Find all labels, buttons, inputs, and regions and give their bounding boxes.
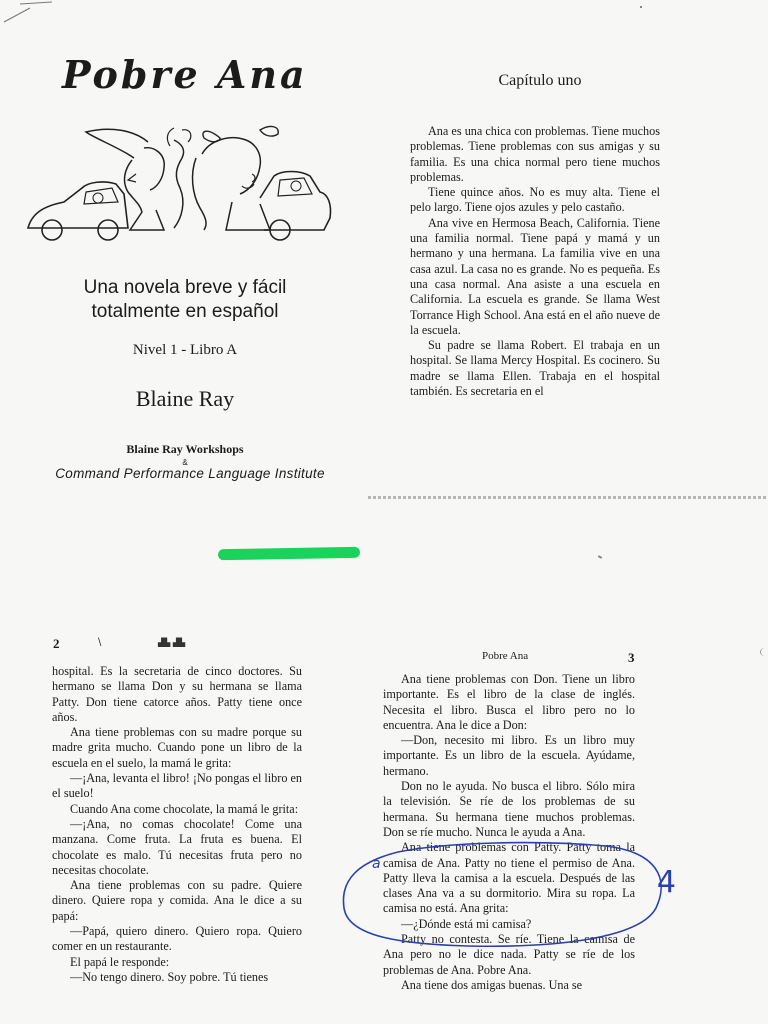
corner-pencil-mark (0, 0, 60, 30)
page3-paragraph: Ana tiene problemas con Patty. Patty toma la camisa de Ana. Patty no tiene el permiso de Ana. Patty lleva la camisa a la escuela. Después de las clases Ana va a su dormitorio. Mira su ropa. La camisa no está. Ana grita: (383, 840, 635, 916)
page2-paragraph: Cuando Ana come chocolate, la mamá le grita: (70, 801, 299, 816)
chapter-paragraph: Su padre se llama Robert. El trabaja en un hospital. Se llama Mercy Hospital. Es cocinero. Su madre se llama Ellen. Trabaja en el hospital también. Es secretaria en el (410, 338, 660, 399)
page3-paragraph: —¿Dónde está mi camisa? (401, 916, 532, 931)
handwritten-annotation (338, 838, 678, 958)
publisher-logo-icon: ▟▙ ▟▙ (158, 638, 186, 647)
book-title: Pobre Ana (62, 52, 308, 97)
page2-paragraph: El papá le responde: (70, 954, 170, 969)
page-number-3: 3 (628, 650, 635, 665)
subtitle-line-1: Una novela breve y fácil (83, 277, 287, 298)
author-name: Blaine Ray (135, 386, 235, 411)
scan-speck (760, 648, 768, 656)
publisher-ampersand: & (182, 458, 188, 467)
page-2-text (52, 664, 302, 985)
annotation-circle-mark: a (372, 856, 381, 872)
page2-paragraph: hospital. Es la secretaria de cinco doctores. Su hermano se llama Don y su hermana se llama Patty. Don tiene catorce años. Patty tiene once años. (52, 664, 302, 724)
page2-paragraph: —Papá, quiero dinero. Quiero ropa. Quiero comer en un restaurante. (52, 924, 302, 954)
page3-paragraph: Ana tiene dos amigas buenas. Una se (401, 977, 583, 992)
page3-paragraph: —Don, necesito mi libro. Es un libro muy importante. Es un libro de la escuela. Ayúdame, hermano. (383, 733, 635, 778)
page2-paragraph: —¡Ana, levanta el libro! ¡No pongas el libro en el suelo! (52, 771, 302, 801)
chapter-one-text (410, 124, 660, 399)
scan-speck (640, 6, 642, 8)
chapter-paragraph: Ana es una chica con problemas. Tiene muchos problemas. Tiene problemas con sus amigas y su familia. Es una chica normal pero tiene muchos problemas. (410, 124, 660, 184)
chapter-heading: Capítulo uno (498, 72, 582, 89)
subtitle-line-2: totalmente en español (91, 301, 279, 322)
page-number-2: 2 (53, 636, 60, 651)
page2-paragraph: —¡Ana, no comas chocolate! Come una manzana. Come fruta. La fruta es buena. El chocolate es malo. Tú necesitas fruta pero no necesitas chocolate. (52, 816, 302, 877)
running-head: Pobre Ana (482, 650, 529, 662)
scan-divider (368, 496, 768, 499)
page3-paragraph: Patty no contesta. Se ríe. Tiene la camisa de Ana pero no le dice nada. Patty se ríe de los problemas de Ana. Pobre Ana. (383, 932, 635, 977)
scan-speck (598, 555, 602, 559)
page2-paragraph: Ana tiene problemas con su padre. Quiere dinero. Quiere ropa y comida. Ana le dice a su papá: (52, 878, 302, 923)
page2-paragraph: Ana tiene problemas con su madre porque su madre grita mucho. Cuando pone un libro de la escuela en el suelo, la mamá le grita: (52, 725, 302, 770)
chapter-paragraph: Tiene quince años. No es muy alta. Tiene el pelo largo. Tiene ojos azules y pelo castaño. (410, 185, 660, 215)
page2-paragraph: —No tengo dinero. Soy pobre. Tú tienes (70, 969, 269, 984)
page3-paragraph: Don no le ayuda. No busca el libro. Sólo mira la televisión. Se ríe de los problemas de su hermana. Su hermana tiene muchos problemas. Don se ríe mucho. Nunca le ayuda a Ana. (383, 779, 635, 839)
cover-illustration (24, 118, 334, 248)
level-label: Nivel 1 - Libro A (132, 342, 238, 358)
annotation-number: 4 (656, 865, 676, 900)
chapter-paragraph: Ana vive en Hermosa Beach, California. Tiene una familia normal. Tiene papá y mamá y un hermano y una hermana. La familia vive en una casa azul. La casa no es grande. No es pequeña. Es una casa normal. Ana asiste a una escuela en California. La escuela es grande. Se llama West Torrance High School. Ana está en el año nueve de la escuela. (410, 215, 660, 337)
institute-name: Command Performance Language Institute (55, 466, 325, 481)
publisher-name: Blaine Ray Workshops (126, 442, 244, 456)
highlighter-stroke (218, 547, 360, 560)
page-tick-mark: \ (98, 637, 102, 648)
page3-paragraph: Ana tiene problemas con Don. Tiene un libro importante. Es el libro de la clase de inglés. Necesita el libro. Busca el libro pero no lo encuentra. Ana le dice a Don: (383, 672, 635, 732)
